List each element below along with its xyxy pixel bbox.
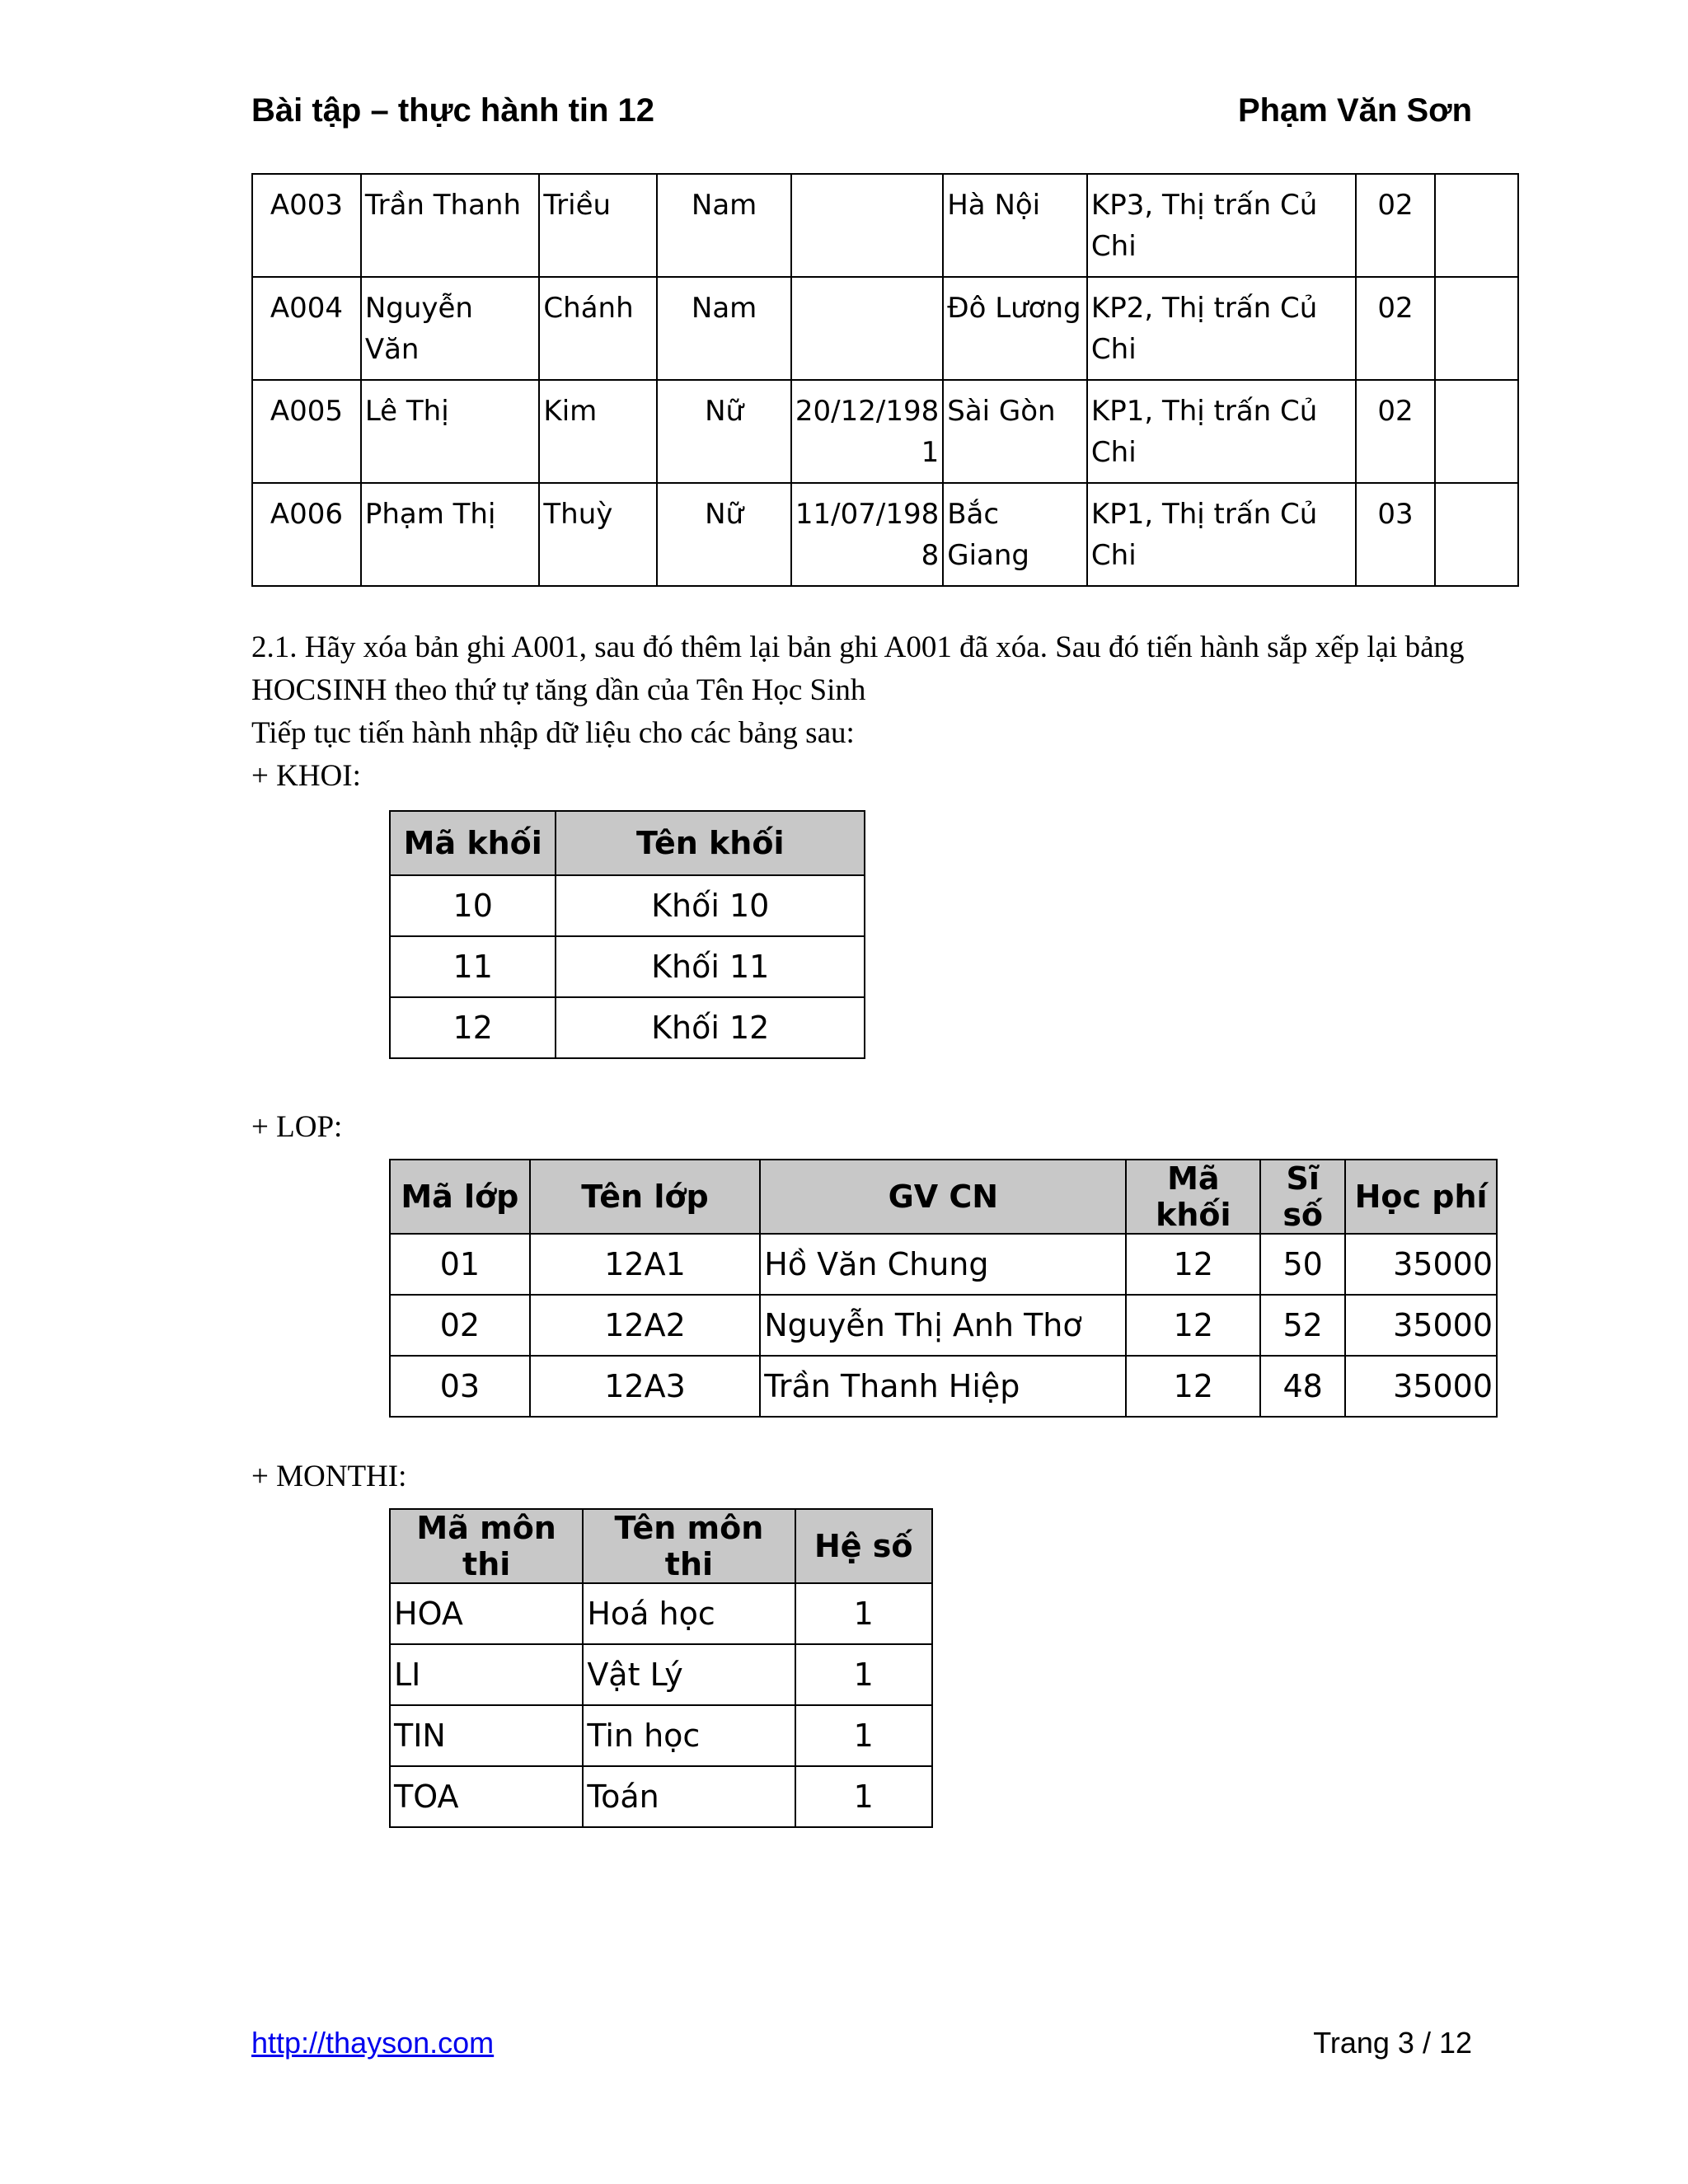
student-first-name: Triều [539, 174, 657, 277]
table-cell: 02 [390, 1295, 530, 1356]
monthi-table [389, 1508, 933, 1828]
table-row [252, 174, 1518, 277]
table-cell: Trần Thanh Hiệp [760, 1356, 1126, 1417]
student-last-name: Nguyễn Văn [361, 277, 540, 380]
table-cell: 10 [390, 875, 556, 936]
student-hometown: Hà Nội [943, 174, 1087, 277]
table-cell: 1 [795, 1766, 933, 1827]
khoi-label: + KHOI: [251, 759, 361, 793]
student-last-name: Trần Thanh [361, 174, 540, 277]
student-id: A003 [252, 174, 361, 277]
birthdate-line-1: 20/12/198 [795, 395, 940, 428]
khoi-table [389, 810, 865, 1059]
table-cell: Hoá học [583, 1583, 795, 1644]
table-row [390, 1583, 932, 1644]
student-empty-cell [1435, 277, 1518, 380]
table-cell: HOA [390, 1583, 583, 1644]
table-cell: Khối 10 [556, 875, 865, 936]
student-empty-cell [1435, 380, 1518, 483]
table-cell: Khối 12 [556, 997, 865, 1058]
table-cell: 1 [795, 1644, 933, 1705]
student-address [1087, 483, 1356, 586]
hometown-line-2: Giang [947, 539, 1029, 572]
birthdate-line-1: 11/07/198 [795, 498, 940, 531]
address-line-1: KP2, Thị trấn Củ [1090, 292, 1318, 325]
table-row [390, 1766, 932, 1827]
column-header: Mã môn thi [390, 1509, 583, 1583]
instruction-line-2: HOCSINH theo thứ tự tăng dần của Tên Học Sinh [251, 673, 866, 707]
student-first-name: Chánh [539, 277, 657, 380]
monthi-label: + MONTHI: [251, 1460, 407, 1493]
student-gender: Nữ [657, 380, 791, 483]
student-hometown: Đô Lương [943, 277, 1087, 380]
column-header: Học phí [1345, 1160, 1497, 1234]
student-id: A004 [252, 277, 361, 380]
student-last-name: Lê Thị [361, 380, 540, 483]
student-birthdate [791, 277, 943, 380]
student-class: 02 [1356, 174, 1436, 277]
table-cell: Toán [583, 1766, 795, 1827]
table-cell: 1 [795, 1583, 933, 1644]
document-header-author: Phạm Văn Sơn [1237, 92, 1472, 129]
address-line-2: Chi [1090, 333, 1137, 366]
table-cell: 11 [390, 936, 556, 997]
table-cell: 12 [390, 997, 556, 1058]
footer-page-number: Trang 3 / 12 [1313, 2026, 1472, 2060]
column-header: Tên môn thi [583, 1509, 795, 1583]
table-header-row [390, 1509, 932, 1583]
column-header: Tên lớp [530, 1160, 761, 1234]
student-birthdate [791, 483, 943, 586]
student-address [1087, 380, 1356, 483]
lop-table [389, 1159, 1498, 1418]
table-cell: 12A2 [530, 1295, 761, 1356]
student-empty-cell [1435, 483, 1518, 586]
table-cell: 35000 [1345, 1295, 1497, 1356]
table-cell: 48 [1260, 1356, 1345, 1417]
student-hometown: Sài Gòn [943, 380, 1087, 483]
student-gender: Nam [657, 174, 791, 277]
hometown-line-1: Bắc [947, 498, 1000, 531]
table-cell: 35000 [1345, 1234, 1497, 1295]
table-row [390, 1705, 932, 1766]
table-row [252, 380, 1518, 483]
table-cell: Vật Lý [583, 1644, 795, 1705]
student-gender: Nam [657, 277, 791, 380]
table-cell: 03 [390, 1356, 530, 1417]
birthdate-line-2: 1 [921, 436, 940, 469]
column-header: GV CN [760, 1160, 1126, 1234]
table-row [390, 875, 865, 936]
address-line-2: Chi [1090, 436, 1137, 469]
table-row [252, 277, 1518, 380]
table-row [390, 997, 865, 1058]
table-cell: Tin học [583, 1705, 795, 1766]
student-id: A005 [252, 380, 361, 483]
column-header: Sĩ số [1260, 1160, 1345, 1234]
column-header: Mã khối [390, 811, 556, 875]
column-header: Mã lớp [390, 1160, 530, 1234]
table-row [390, 1644, 932, 1705]
student-class: 03 [1356, 483, 1436, 586]
column-header: Tên khối [556, 811, 865, 875]
column-header: Hệ số [795, 1509, 933, 1583]
student-birthdate [791, 380, 943, 483]
document-header-title: Bài tập – thực hành tin 12 [251, 92, 655, 129]
table-row [390, 1356, 1497, 1417]
table-cell: 1 [795, 1705, 933, 1766]
address-line-2: Chi [1090, 539, 1137, 572]
student-class: 02 [1356, 380, 1436, 483]
student-first-name: Thuỳ [539, 483, 657, 586]
table-cell: Hồ Văn Chung [760, 1234, 1126, 1295]
table-cell: TIN [390, 1705, 583, 1766]
students-table [251, 173, 1519, 587]
table-cell: 12A3 [530, 1356, 761, 1417]
table-header-row [390, 811, 865, 875]
table-row [390, 1234, 1497, 1295]
instruction-line-3: Tiếp tục tiến hành nhập dữ liệu cho các bảng sau: [251, 716, 855, 750]
table-cell: 35000 [1345, 1356, 1497, 1417]
student-first-name: Kim [539, 380, 657, 483]
birthdate-line-2: 8 [921, 539, 940, 572]
student-empty-cell [1435, 174, 1518, 277]
table-cell: 12A1 [530, 1234, 761, 1295]
table-cell: TOA [390, 1766, 583, 1827]
table-cell: 01 [390, 1234, 530, 1295]
student-hometown [943, 483, 1087, 586]
student-address [1087, 174, 1356, 277]
student-gender: Nữ [657, 483, 791, 586]
address-line-1: KP3, Thị trấn Củ [1090, 189, 1318, 222]
table-cell: 12 [1126, 1356, 1260, 1417]
table-cell: Khối 11 [556, 936, 865, 997]
table-row [252, 483, 1518, 586]
student-class: 02 [1356, 277, 1436, 380]
table-cell: 50 [1260, 1234, 1345, 1295]
student-id: A006 [252, 483, 361, 586]
table-cell: Nguyễn Thị Anh Thơ [760, 1295, 1126, 1356]
table-cell: 12 [1126, 1234, 1260, 1295]
student-birthdate [791, 174, 943, 277]
table-cell: 52 [1260, 1295, 1345, 1356]
column-header: Mã khối [1126, 1160, 1260, 1234]
address-line-1: KP1, Thị trấn Củ [1090, 395, 1318, 428]
table-cell: LI [390, 1644, 583, 1705]
table-row [390, 936, 865, 997]
address-line-1: KP1, Thị trấn Củ [1090, 498, 1318, 531]
footer-website-link[interactable]: http://thayson.com [251, 2026, 495, 2060]
lop-label: + LOP: [251, 1110, 343, 1144]
student-last-name: Phạm Thị [361, 483, 540, 586]
table-cell: 12 [1126, 1295, 1260, 1356]
instruction-line-1: 2.1. Hãy xóa bản ghi A001, sau đó thêm lại bản ghi A001 đã xóa. Sau đó tiến hành sắp xếp lại bảng [251, 630, 1465, 664]
address-line-2: Chi [1090, 230, 1137, 263]
table-header-row [390, 1160, 1497, 1234]
student-address [1087, 277, 1356, 380]
table-row [390, 1295, 1497, 1356]
